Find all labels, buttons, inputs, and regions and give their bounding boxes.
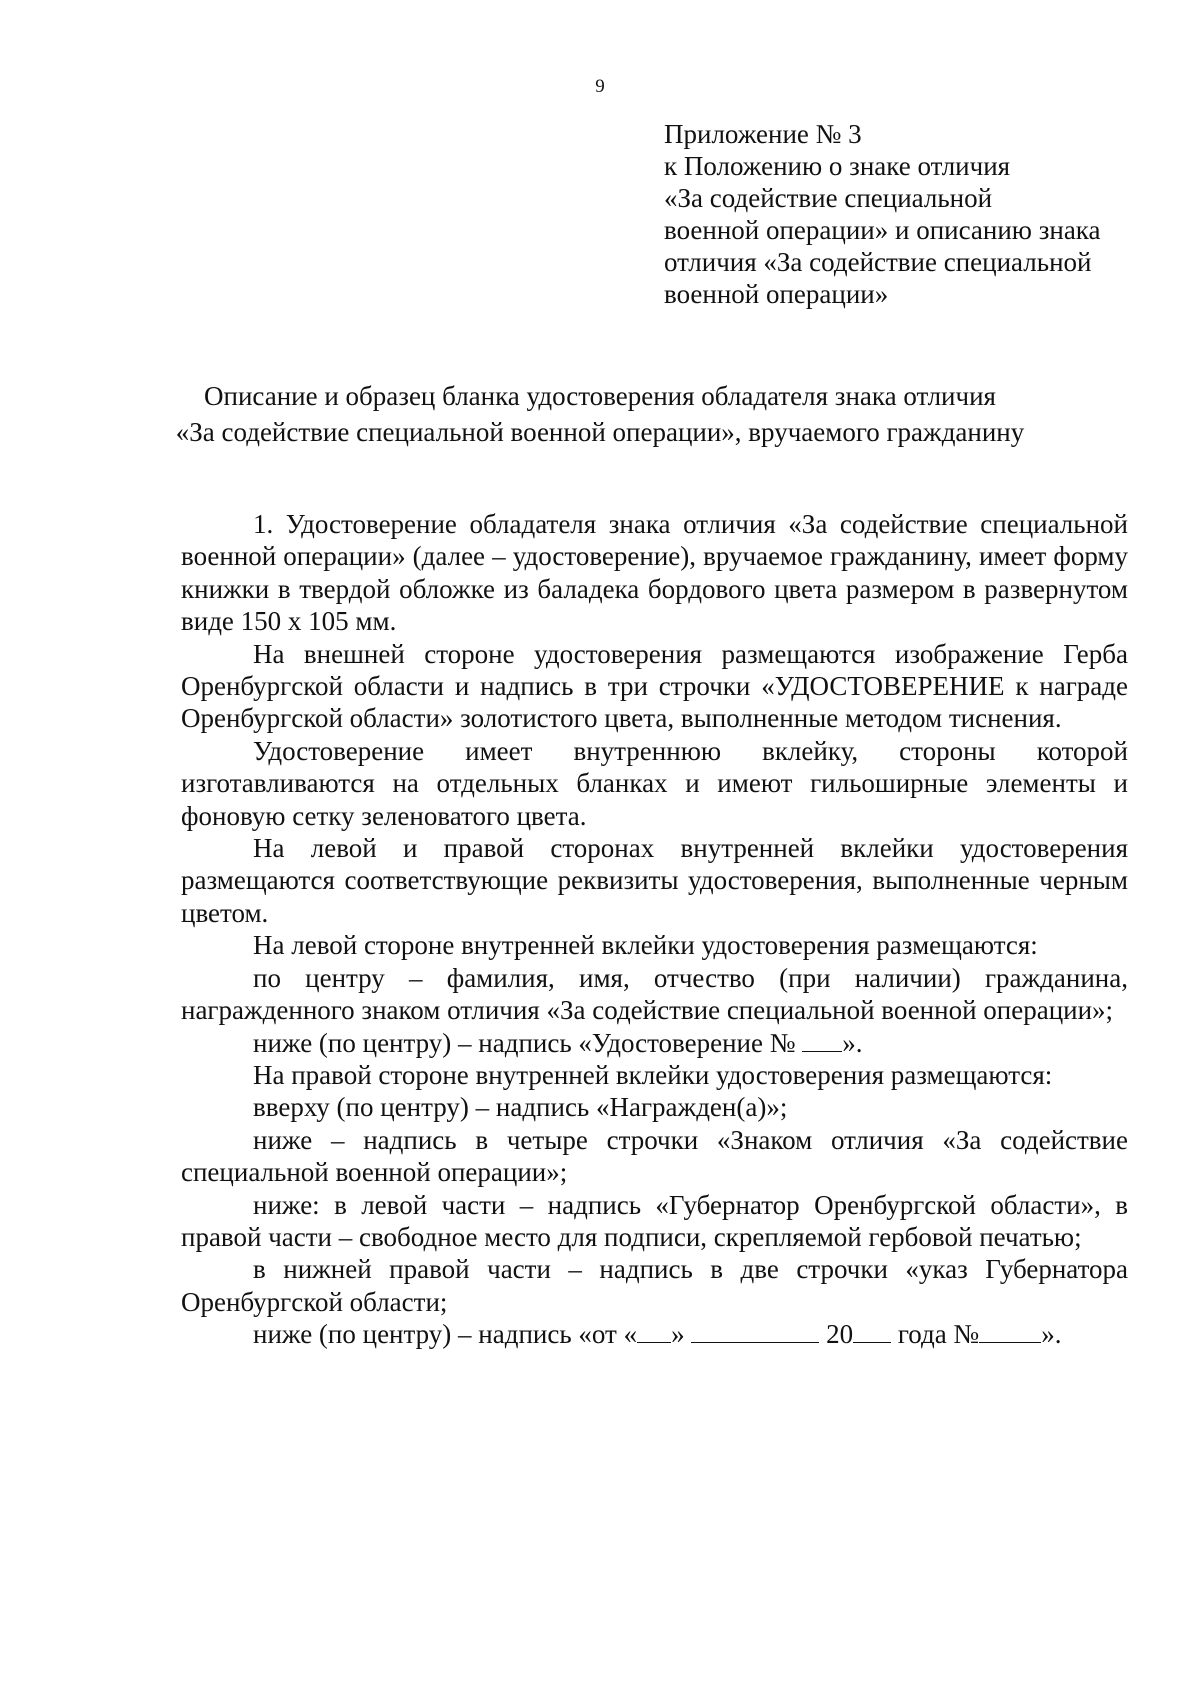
paragraph: 1. Удостоверение обладателя знака отличия «За содействие специальной военной операции» (далее – удостоверение), вручаемое гражданину, имеет форму книжки в твердой обложке из баладека бордового цвета размером в развернутом виде 150 х 105 мм. (181, 509, 1128, 637)
text-fragment: года № (891, 1319, 980, 1350)
blank-underline (637, 1320, 671, 1343)
appendix-line: отличия «За содействие специальной (664, 247, 1092, 277)
text-fragment: ниже (по центру) – надпись «от « (253, 1319, 638, 1350)
text-fragment: ниже (по центру) – надпись «Удостоверение № (253, 1027, 803, 1058)
paragraph: по центру – фамилия, имя, отчество (при наличии) гражданина, награжденного знаком отличия «За содействие специальной военной операции»; (181, 962, 1128, 1026)
document-title (0, 378, 1200, 450)
blank-underline (979, 1320, 1041, 1343)
document-body (181, 508, 1128, 1351)
appendix-header (664, 118, 1164, 310)
text-fragment: 20 (819, 1319, 854, 1350)
paragraph: в нижней правой части – надпись в две строчки «указ Губернатора Оренбургской области; (181, 1254, 1128, 1317)
text-fragment: ». (842, 1027, 863, 1058)
appendix-line: «За содействие специальной (664, 183, 993, 213)
page-number: 9 (595, 76, 605, 97)
blank-underline (802, 1029, 842, 1052)
appendix-line: военной операции» и описанию знака (664, 215, 1101, 245)
paragraph-decree-date (181, 1318, 1128, 1350)
paragraph: вверху (по центру) – надпись «Награжден(а)»; (253, 1092, 788, 1123)
text-fragment: ». (1041, 1319, 1062, 1350)
text-fragment: » (671, 1319, 692, 1350)
blank-underline (853, 1320, 891, 1343)
paragraph: ниже – надпись в четыре строчки «Знаком отличия «За содействие специальной военной операции»; (181, 1124, 1128, 1188)
paragraph: На правой стороне внутренней вклейки удостоверения размещаются: (253, 1059, 1053, 1090)
title-line: Описание и образец бланка удостоверения обладателя знака отличия (204, 381, 996, 411)
paragraph: Удостоверение имеет внутреннюю вклейку, стороны которой изготавливаются на отдельных бланках и имеют гильоширные элементы и фоновую сетку зеленоватого цвета. (181, 735, 1128, 831)
paragraph-certificate-number (181, 1027, 1128, 1059)
blank-underline (691, 1320, 819, 1343)
appendix-line: Приложение № 3 (664, 119, 862, 149)
title-line: «За содействие специальной военной операции», вручаемого гражданину (175, 417, 1025, 447)
paragraph: На внешней стороне удостоверения размещаются изображение Герба Оренбургской области и надпись в три строчки «УДОСТОВЕРЕНИЕ к награде Оренбургской области» золотистого цвета, выполненные методом тиснения. (181, 638, 1128, 734)
paragraph: На левой и правой сторонах внутренней вклейки удостоверения размещаются соответствующие реквизиты удостоверения, выполненные черным цветом. (181, 833, 1128, 928)
appendix-line: военной операции» (664, 279, 889, 309)
appendix-line: к Положению о знаке отличия (664, 151, 1011, 181)
paragraph: На левой стороне внутренней вклейки удостоверения размещаются: (253, 930, 1038, 961)
paragraph: ниже: в левой части – надпись «Губернатор Оренбургской области», в правой части – свободное место для подписи, скрепляемой гербовой печатью; (181, 1189, 1128, 1252)
